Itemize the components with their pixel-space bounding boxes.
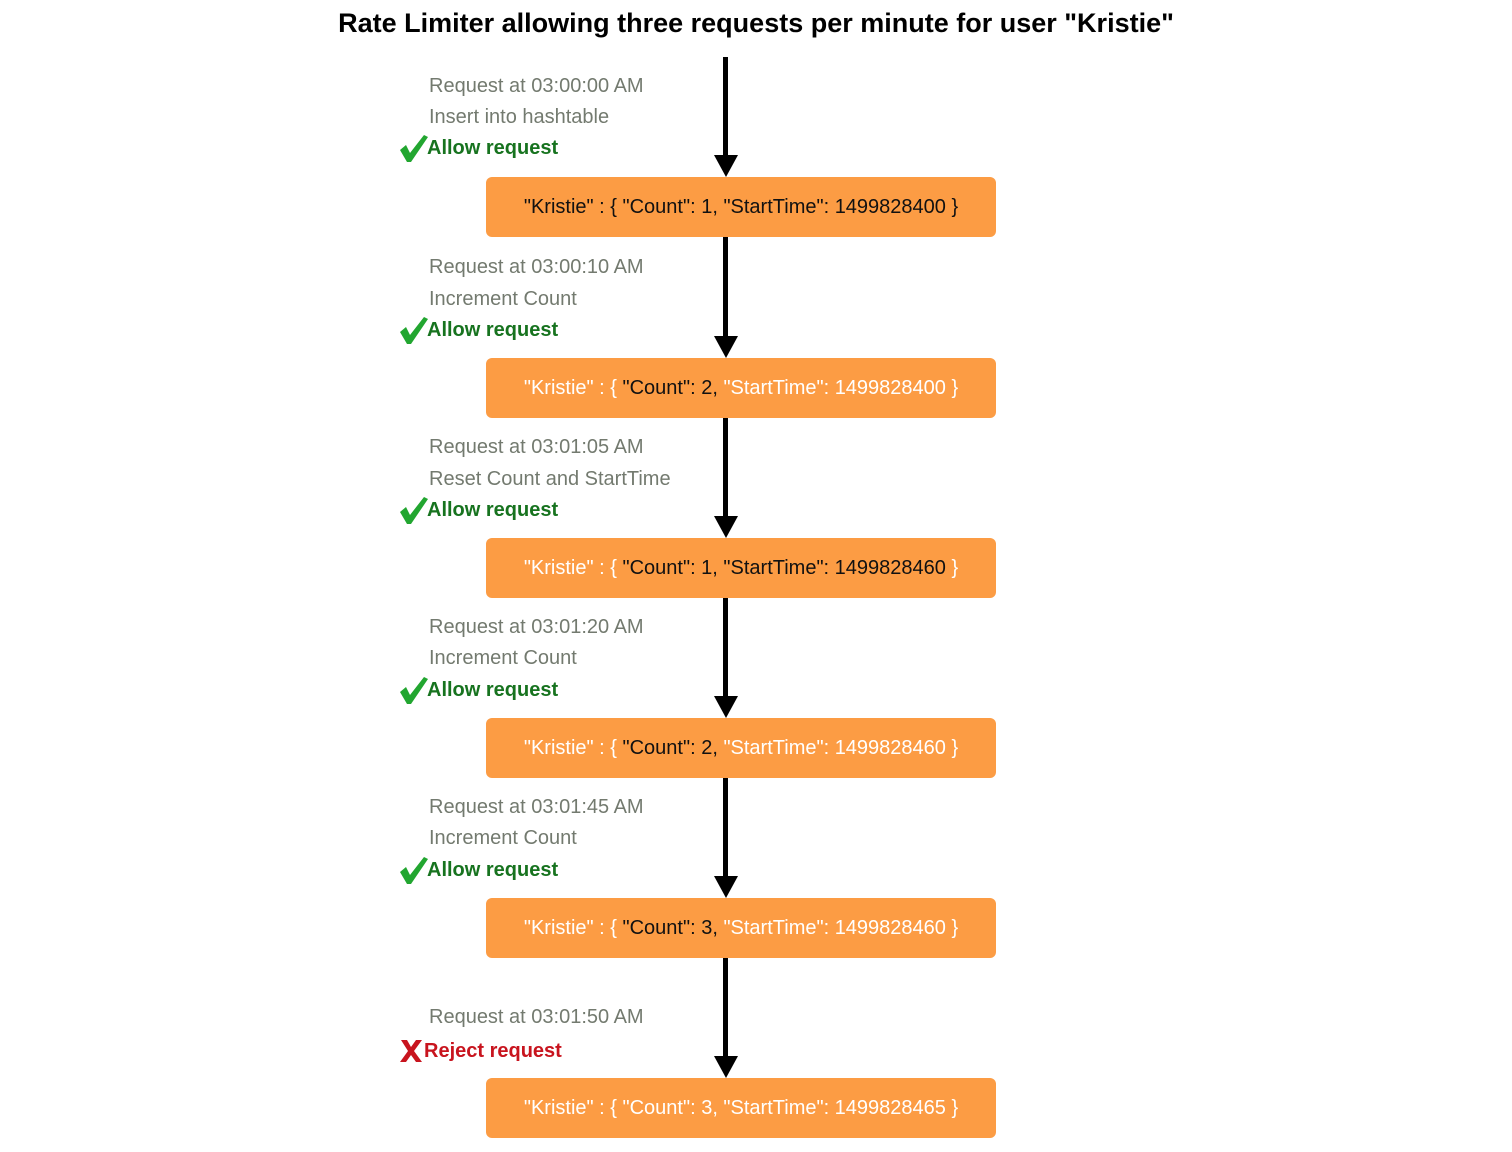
entry-text-segment: "StartTime": 1499828460 } (723, 736, 959, 759)
action-label: Increment Count (429, 288, 577, 310)
action-label: Increment Count (429, 647, 577, 669)
diagram-title: Rate Limiter allowing three requests per minute for user "Kristie" (338, 8, 1174, 38)
flow-arrow (723, 958, 728, 1058)
arrow-head (714, 516, 738, 538)
flow-arrow (723, 598, 728, 698)
entry-text-segment: "Kristie" : { (523, 556, 623, 579)
request-time-label: Request at 03:00:10 AM (429, 256, 644, 278)
allow-result (398, 675, 558, 705)
action-label: Increment Count (429, 827, 577, 849)
entry-text-segment: "Kristie" : { (523, 195, 623, 218)
flow-arrow (723, 57, 728, 157)
entry-text-segment: "Kristie" : { (523, 736, 623, 759)
checkmark-icon (398, 315, 429, 345)
entry-text-segment: "StartTime": 1499828400 } (723, 195, 959, 218)
arrow-head (714, 155, 738, 177)
entry-text-segment: "StartTime": 1499828400 } (723, 376, 959, 399)
result-label: Allow request (427, 858, 559, 881)
hashtable-entry-box (486, 718, 996, 778)
entry-text-segment: "Count": 2, (622, 736, 724, 759)
request-time-label: Request at 03:00:00 AM (429, 75, 644, 97)
entry-text-segment: "Count": 3, (622, 916, 724, 939)
entry-text-segment: "Count": 2, (622, 376, 724, 399)
entry-text-segment: "Count": 1, "StartTime": 1499828460 (622, 556, 946, 579)
allow-result (398, 855, 558, 885)
entry-text-segment: "StartTime": 1499828460 } (723, 916, 959, 939)
allow-result (398, 133, 558, 163)
result-label: Allow request (427, 318, 559, 341)
checkmark-icon (398, 855, 429, 885)
hashtable-entry-box (486, 358, 996, 418)
result-label: Allow request (427, 678, 559, 701)
action-label: Insert into hashtable (429, 106, 610, 128)
action-label: Reset Count and StartTime (429, 468, 671, 490)
flow-arrow (723, 237, 728, 338)
entry-text-segment: } (945, 556, 959, 579)
checkmark-icon (398, 495, 429, 525)
hashtable-entry-box (486, 177, 996, 237)
arrow-head (714, 1056, 738, 1078)
entry-text-segment: "Kristie" : { "Count": 3, "StartTime": 1499828465 } (523, 1096, 959, 1119)
flow-arrow (723, 778, 728, 878)
checkmark-icon (398, 675, 429, 705)
arrow-head (714, 336, 738, 358)
hashtable-entry-box (486, 538, 996, 598)
result-label: Allow request (427, 498, 559, 521)
arrow-head (714, 876, 738, 898)
request-time-label: Request at 03:01:20 AM (429, 616, 644, 638)
result-label: Allow request (427, 136, 559, 159)
entry-text-segment: "Kristie" : { (523, 916, 623, 939)
request-time-label: Request at 03:01:50 AM (429, 1006, 644, 1028)
request-time-label: Request at 03:01:45 AM (429, 796, 644, 818)
hashtable-entry-box (486, 1078, 996, 1138)
flow-arrow (723, 418, 728, 518)
entry-text-segment: "Count": 1, (622, 195, 724, 218)
allow-result (398, 495, 558, 525)
request-time-label: Request at 03:01:05 AM (429, 436, 644, 458)
cross-icon (398, 1034, 426, 1068)
reject-result (398, 1034, 562, 1068)
allow-result (398, 315, 558, 345)
checkmark-icon (398, 133, 429, 163)
hashtable-entry-box (486, 898, 996, 958)
result-label: Reject request (424, 1039, 562, 1062)
arrow-head (714, 696, 738, 718)
entry-text-segment: "Kristie" : { (523, 376, 623, 399)
